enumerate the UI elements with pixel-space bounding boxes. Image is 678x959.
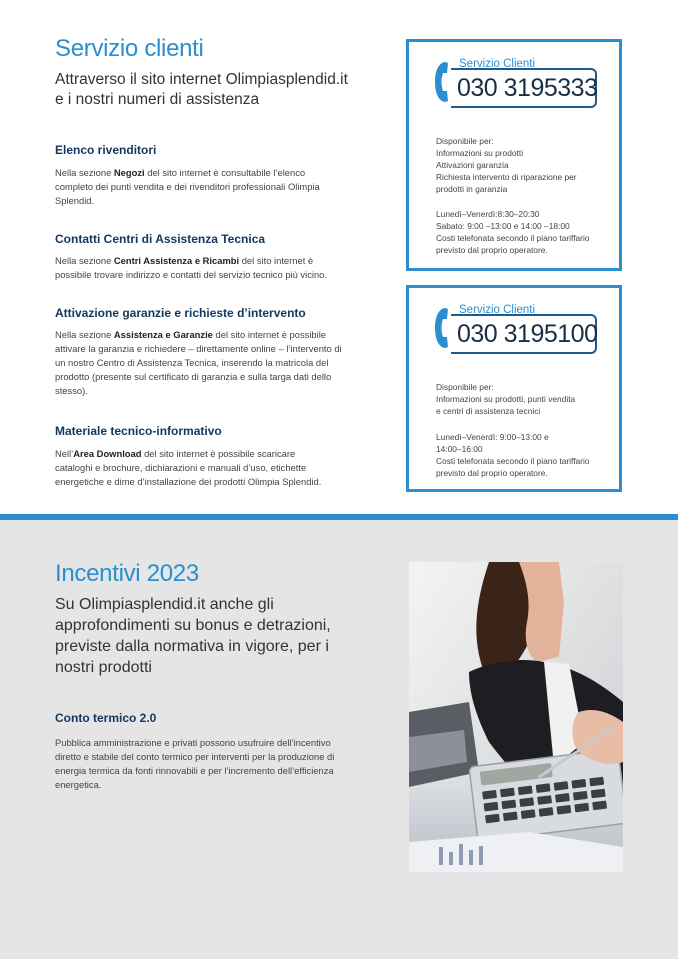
incentives-title: Incentivi 2023 bbox=[55, 560, 199, 587]
section-heading-assistance-centers: Contatti Centri di Assistenza Tecnica bbox=[55, 232, 266, 246]
service-label: Servizio Clienti bbox=[459, 58, 536, 70]
availability-text-2: Disponibile per: Informazioni su prodotti, punti vendita e centri di assistenza tecnici bbox=[436, 382, 576, 416]
phone-number-1[interactable]: 030 3195333 bbox=[457, 74, 598, 102]
section-text-warranty: Nella sezione Assistenza e Garanzie del sito internet è possibile attivare la garanzia e richiedere – direttamente online – l’intervento di un nostro Centro di Assistenza Tecnica, inserendo la matricola del prodotto (presente sul certificato di garanzia e sulla targa dati dello stesso). bbox=[55, 329, 342, 396]
section-text-resellers: Nella sezione Negozi del sito internet è consultabile l’elenco completo dei punti vendita e dei rivenditori professionali Olimpia Splendid. bbox=[55, 167, 320, 206]
conto-termico-text: Pubblica amministrazione e privati possono usufruire dell’incentivo diretto e stabile del conto termico per interventi per la produzione di energia termica da fonti rinnovabili e per l’incremento dell’efficienza energetica. bbox=[55, 737, 335, 790]
hours-text-2: Lunedì–Venerdì: 9:00–13:00 e 14:00–16:00 Costi telefonata secondo il piano tariffario previsto dal proprio operatore. bbox=[436, 432, 590, 478]
phone-box-1 bbox=[406, 39, 622, 271]
availability-text-1: Disponibile per: Informazioni su prodotti Attivazioni garanzia Richiesta intervento di riparazione per prodotti in garanzia bbox=[436, 136, 577, 194]
subtitle-line-1: Attraverso il sito internet Olimpiasplendid.it bbox=[55, 71, 348, 88]
section-heading-warranty: Attivazione garanzie e richieste d’intervento bbox=[55, 306, 306, 320]
section-heading-resellers: Elenco rivenditori bbox=[55, 143, 157, 157]
section-text-technical-material: Nell’Area Download del sito internet è possibile scaricare cataloghi e brochure, dichiarazioni e manuali d’uso, etichette energetiche e dime d’installazione dei prodotti Olimpia Splendid. bbox=[55, 448, 322, 487]
hours-text-1: Lunedì–Venerdì:8:30–20:30 Sabato: 9:00 –13:00 e 14:00 –18:00 Costi telefonata secondo il piano tariffario previsto dal proprio operatore. bbox=[436, 209, 590, 255]
incentives-lead: Su Olimpiasplendid.it anche gli approfondimenti su bonus e detrazioni, previste dalla normativa in vigore, per i nostri prodotti bbox=[55, 596, 331, 676]
subtitle-line-2: e i nostri numeri di assistenza bbox=[55, 91, 260, 108]
service-label: Servizio Clienti bbox=[459, 304, 536, 316]
phone-handset-icon bbox=[434, 60, 450, 104]
customer-service-subtitle bbox=[55, 70, 348, 110]
phone-number-2[interactable]: 030 3195100 bbox=[457, 320, 598, 348]
section-heading-technical-material: Materiale tecnico-informativo bbox=[55, 424, 222, 438]
calculator-illustration bbox=[409, 562, 623, 872]
link-centri-assistenza[interactable]: Centri Assistenza e Ricambi bbox=[113, 255, 240, 266]
link-assistenza-garanzie[interactable]: Assistenza e Garanzie bbox=[113, 329, 213, 340]
customer-service-title: Servizio clienti bbox=[55, 35, 204, 62]
link-area-download[interactable]: Area Download bbox=[73, 448, 142, 459]
section-text-assistance-centers: Nella sezione Centri Assistenza e Ricambi del sito internet è possibile trovare indirizzo e contatti del servizio tecnico più vicino. bbox=[55, 255, 328, 280]
conto-termico-heading: Conto termico 2.0 bbox=[55, 711, 157, 725]
phone-box-2 bbox=[406, 285, 622, 492]
calculator-photo bbox=[409, 562, 623, 872]
link-negozi[interactable]: Negozi bbox=[113, 167, 145, 178]
phone-handset-icon bbox=[434, 306, 450, 350]
